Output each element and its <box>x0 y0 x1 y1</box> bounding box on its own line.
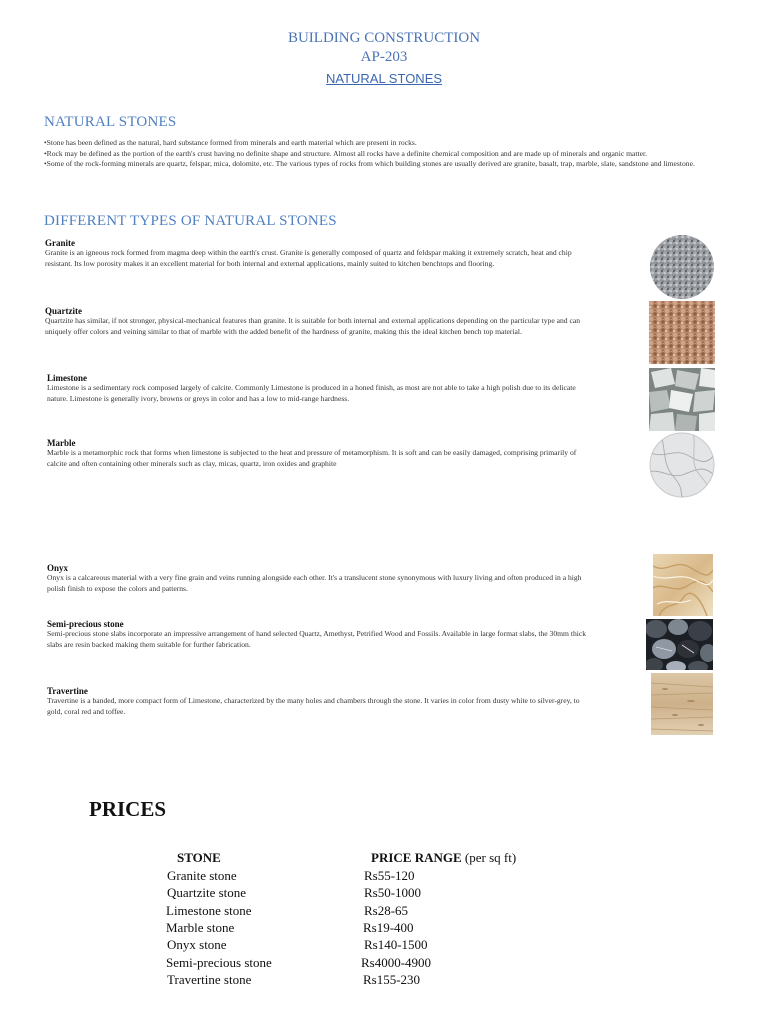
marble-image <box>649 432 715 498</box>
price-row-stone: Travertine stone <box>167 972 252 987</box>
doc-subtitle: NATURAL STONES <box>325 71 443 86</box>
stone-entry-travertine <box>47 686 587 717</box>
price-row-stone: Semi-precious stone <box>166 955 272 970</box>
stone-entry-granite <box>45 238 585 269</box>
price-range-label: PRICE RANGE <box>371 850 462 865</box>
price-row-stone: Granite stone <box>167 868 237 883</box>
stone-description: Quartzite has similar, if not stronger, physical-mechanical features than granite. It is suitable for both internal and external applications depending on the particular type and can uniquely offer colors and veining similar to that of marble with the added benefit of the hardness of granite, making this the ideal kitchen bench top material. <box>45 316 580 336</box>
stone-description: Granite is an igneous rock formed from magma deep within the earth's crust. Granite is generally composed of quartz and feldspar making it extremely scratch, heat and chip resistant. Its low porosity makes it an excellent material for both internal and external applications, mainly suited to kitchen benchtops and flooring. <box>45 248 572 268</box>
price-row-price: Rs50-1000 <box>364 885 422 900</box>
doc-title: BUILDING CONSTRUCTION <box>287 30 481 46</box>
price-row-price: Rs155-230 <box>363 972 421 987</box>
price-row-stone: Marble stone <box>166 920 235 935</box>
price-row-price: Rs55-120 <box>364 868 415 883</box>
intro-bullet: •Stone has been defined as the natural, hard substance formed from minerals and earth material which are present in rocks. <box>44 138 417 147</box>
stone-name: Limestone <box>47 373 87 383</box>
price-row-stone: Limestone stone <box>166 903 252 918</box>
stone-name: Onyx <box>47 563 69 573</box>
price-row-price: Rs4000-4900 <box>361 955 432 970</box>
stone-name: Semi-precious stone <box>47 619 124 629</box>
stone-name: Quartzite <box>45 306 82 316</box>
stone-name: Travertine <box>47 686 88 696</box>
intro-bullet: •Rock may be defined as the portion of the earth's crust having no definite shape and structure. Almost all rocks have a definite chemical composition and are made up of minerals and organic matter. <box>44 148 647 158</box>
limestone-image <box>649 368 715 431</box>
semi-precious-image <box>646 619 713 670</box>
stone-entry-limestone <box>47 373 587 404</box>
stone-name: Granite <box>45 238 75 248</box>
prices-heading: PRICES <box>89 797 167 821</box>
stone-description: Onyx is a calcareous material with a very fine grain and veins running alongside each other. It's a translucent stone synonymous with luxury living and often produced in a high polish finish to expose the colors and patterns. <box>47 573 582 593</box>
stone-entry-marble <box>47 438 587 469</box>
section-heading-natural-stones: NATURAL STONES <box>44 114 177 130</box>
price-row-stone: Onyx stone <box>167 937 227 952</box>
quartzite-image <box>649 301 715 364</box>
stone-description: Marble is a metamorphic rock that forms when limestone is subjected to the heat and pressure of metamorphism. It is soft and can be easily damaged, comprising primarily of calcite and often containing other minerals such as clay, micas, quartz, iron oxides and graphite <box>47 448 577 468</box>
price-row-price: Rs28-65 <box>364 903 409 918</box>
price-row-stone: Quartzite stone <box>167 885 247 900</box>
stone-name: Marble <box>47 438 76 448</box>
granite-image <box>649 234 715 300</box>
price-unit-label: (per sq ft) <box>464 850 517 865</box>
price-row-price: Rs140-1500 <box>364 937 428 952</box>
onyx-image <box>653 554 713 616</box>
travertine-image <box>651 673 713 735</box>
stone-description: Limestone is a sedimentary rock composed largely of calcite. Commonly Limestone is produced in a honed finish, as most are not able to take a high polish due to its delicate nature. Limestone is generally ivory, browns or greys in color and has a low to mid-range hardness. <box>47 383 576 403</box>
price-col-price-header <box>371 850 516 866</box>
price-row-price: Rs19-400 <box>363 920 414 935</box>
stone-entry-onyx <box>47 563 587 594</box>
course-code: AP-203 <box>360 49 408 65</box>
stone-description: Travertine is a banded, more compact form of Limestone, characterized by the many holes and chambers through the stone. It varies in color from dusty white to silver-grey, to gold, coral red and toffee. <box>47 696 580 716</box>
intro-bullet: •Some of the rock-forming minerals are quartz, felspar, mica, dolomite, etc. The various types of rocks from which building stones are usually derived are granite, basalt, trap, marble, slate, sandstone and limestone. <box>44 159 695 168</box>
price-col-stone-header: STONE <box>177 850 221 865</box>
section-heading-types: DIFFERENT TYPES OF NATURAL STONES <box>44 213 337 229</box>
intro-bullets <box>44 138 704 170</box>
stone-description: Semi-precious stone slabs incorporate an impressive arrangement of hand selected Quartz, Amethyst, Petrified Wood and Fossils. Available in large format slabs, the 30mm thick slabs are resin backed making them suitable for further fabrication. <box>47 629 587 649</box>
stone-entry-semi-precious <box>47 619 587 650</box>
stone-entry-quartzite <box>45 306 585 337</box>
